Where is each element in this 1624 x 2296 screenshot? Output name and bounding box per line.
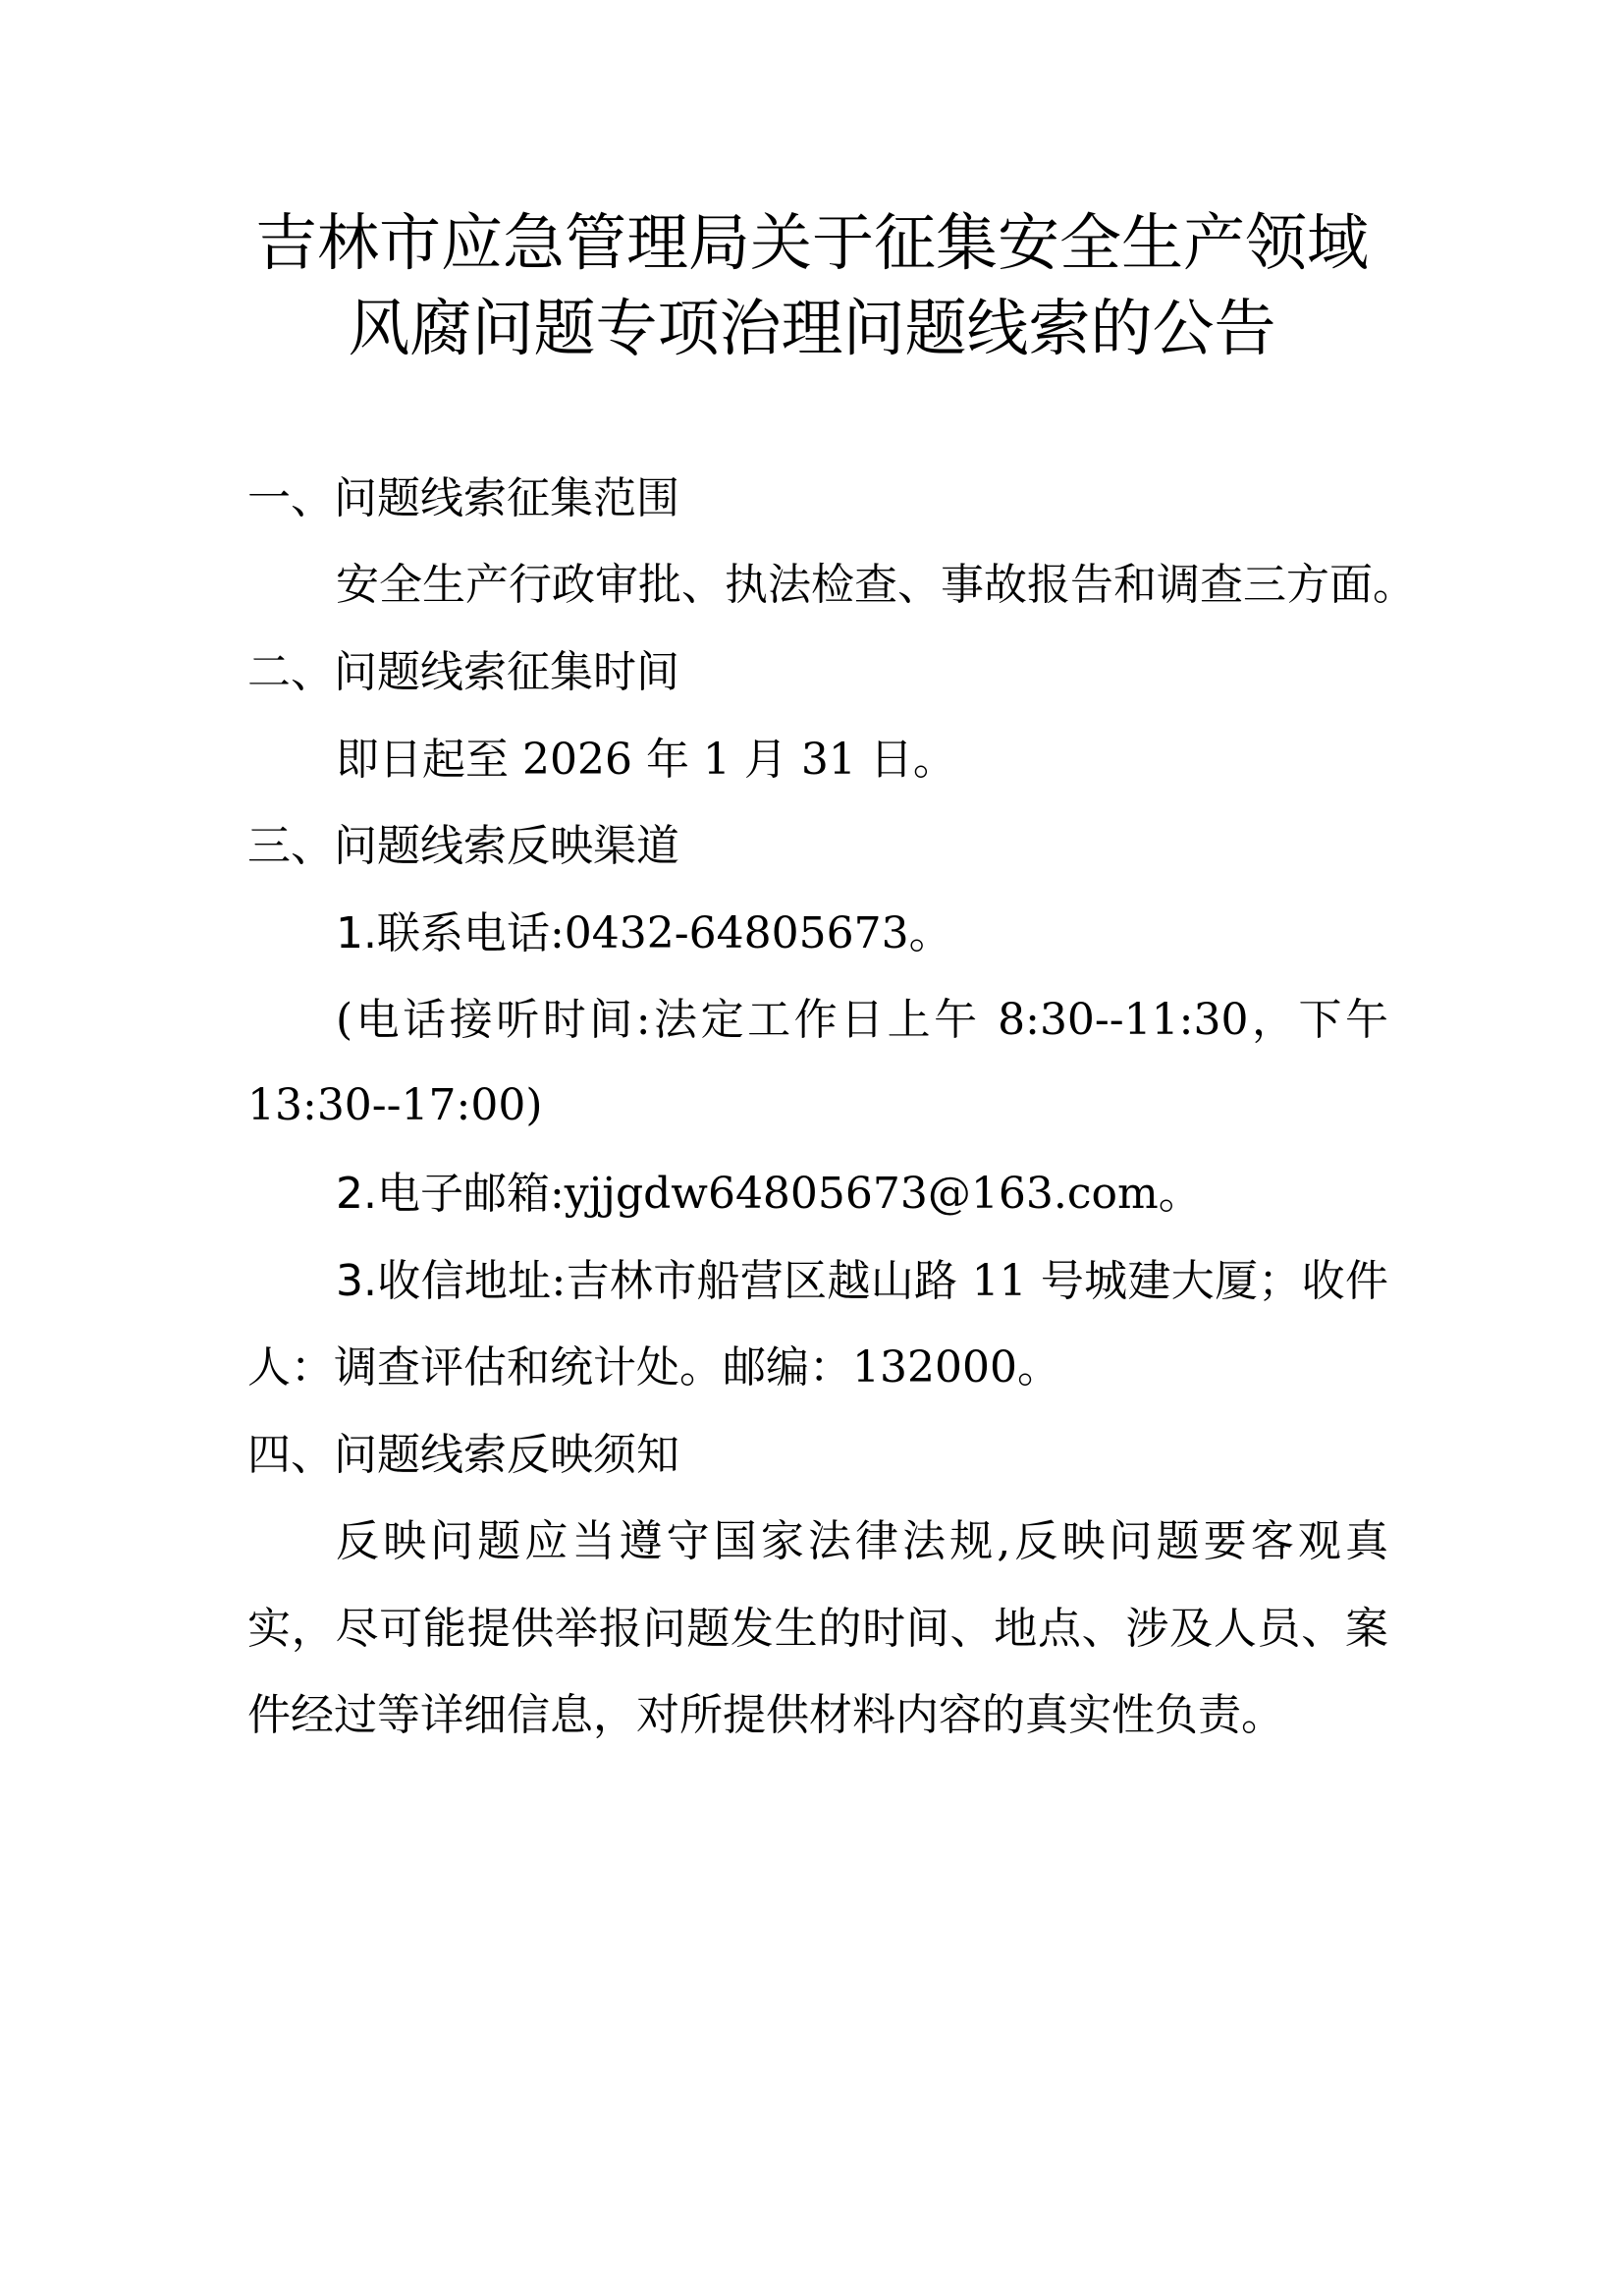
address-line-1 bbox=[336, 1252, 1388, 1311]
section-3-heading: 三、问题线索反映渠道 bbox=[247, 821, 679, 871]
phone-label: 1.联系电话 bbox=[336, 908, 550, 958]
phone-hours-line-2: 13:30--17:00) bbox=[247, 1080, 543, 1130]
address-label: 3.收信地址 bbox=[336, 1256, 552, 1306]
phone-line bbox=[336, 904, 952, 963]
phone-hours-line-1: (电话接听时间:法定工作日上午 8:30--11:30，下午 bbox=[336, 995, 1388, 1045]
section-2-heading: 二、问题线索征集时间 bbox=[247, 647, 679, 697]
section-4-line-2: 实，尽可能提供举报问题发生的时间、地点、涉及人员、案 bbox=[247, 1604, 1388, 1654]
section-4-line-1: 反映问题应当遵守国家法律法规,反映问题要客观真 bbox=[336, 1516, 1388, 1566]
section-1-text: 安全生产行政审批、执法检查、事故报告和调查三方面。 bbox=[336, 560, 1416, 610]
address-line-2: 人：调查评估和统计处。邮编：132000。 bbox=[247, 1342, 1060, 1393]
address-value: :吉林市船营区越山路 11 号城建大厦；收件 bbox=[551, 1256, 1388, 1306]
email-label: 2.电子邮箱 bbox=[336, 1169, 550, 1219]
email-line bbox=[336, 1165, 1202, 1224]
phone-value: :0432-64805673。 bbox=[549, 908, 952, 958]
section-2-text: 即日起至 2026 年 1 月 31 日。 bbox=[336, 735, 956, 785]
section-4-heading: 四、问题线索反映须知 bbox=[247, 1430, 679, 1480]
document-title-line-2: 风腐问题专项治理问题线索的公告 bbox=[348, 293, 1276, 364]
document-title-line-1: 吉林市应急管理局关于征集安全生产领域 bbox=[255, 207, 1369, 279]
email-value: :yjjgdw64805673@163.com。 bbox=[549, 1169, 1202, 1219]
section-4-line-3: 件经过等详细信息，对所提供材料内容的真实性负责。 bbox=[247, 1690, 1284, 1740]
section-1-heading: 一、问题线索征集范围 bbox=[247, 473, 679, 523]
